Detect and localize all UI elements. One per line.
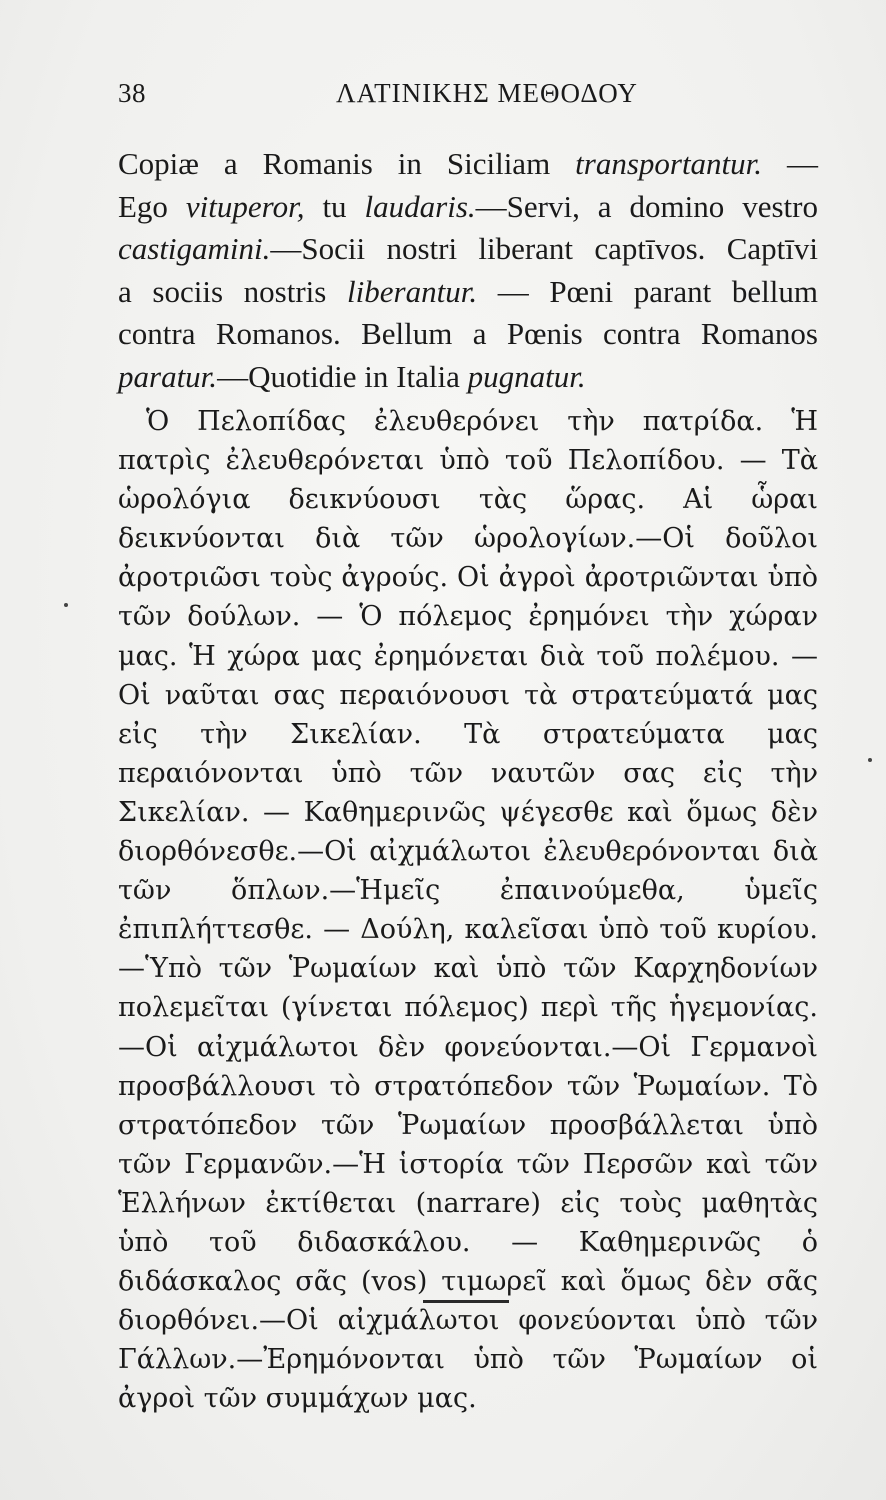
latin-line-5: contra Romanos. Bellum a Pœnis contra Romanos [118, 316, 818, 351]
latin-line-2 [118, 186, 818, 229]
latin-text: —Servi, a domino vestro [475, 188, 818, 224]
latin-text: Ego [118, 188, 186, 224]
latin-italic: laudaris. [364, 188, 476, 224]
running-head [118, 78, 768, 118]
ink-speck [64, 603, 68, 607]
latin-italic: paratur. [118, 358, 218, 394]
latin-text: —Socii nostri liberant captīvos. Captīvi [270, 231, 818, 266]
latin-italic: castigamini. [118, 231, 271, 266]
latin-text: a sociis nostris [118, 273, 348, 309]
latin-italic: pugnatur. [467, 358, 586, 394]
latin-text: — Pœni parant bellum [477, 273, 818, 309]
latin-italic: liberantur. [347, 273, 478, 309]
latin-text: — [762, 146, 819, 181]
latin-line-6 [118, 356, 818, 399]
latin-text: —Quotidie in Italia [217, 358, 468, 394]
latin-line-4 [118, 271, 818, 314]
greek-paragraph: Ὁ Πελοπίδας ἐλευθερόνει τὴν πατρίδα. Ἡ πατρὶς ἐλευθερόνεται ὑπὸ τοῦ Πελοπίδου. — Τὰ ὡρολόγια δεικνύουσι τὰς ὥρας. Αἱ ὧραι δεικνύονται διὰ τῶν ὡρολογίων.—Οἱ δοῦλοι ἀροτριῶσι τοὺς ἀγρούς. Οἱ ἀγροὶ ἀροτριῶνται ὑπὸ τῶν δούλων. — Ὁ πόλεμος ἐρημόνει τὴν χώραν μας. Ἡ χώρα μας ἐρημόνεται διὰ τοῦ πολέμου. —Οἱ ναῦται σας περαιόνουσι τὰ στρατεύματά μας εἰς τὴν Σικελίαν. Τὰ στρατεύματα μας περαιόνονται ὑπὸ τῶν ναυτῶν σας εἰς τὴν Σικελίαν. — Καθημερινῶς ψέγεσθε καὶ ὅμως δὲν διορθόνεσθε.—Οἱ αἰχμάλωτοι ἐλευθερόνονται διὰ τῶν ὅπλων.—Ἡμεῖς ἐπαινούμεθα, ὑμεῖς ἐπιπλήττεσθε. — Δούλη, καλεῖσαι ὑπὸ τοῦ κυρίου.—Ὑπὸ τῶν Ῥωμαίων καὶ ὑπὸ τῶν Καρχηδονίων πολεμεῖται (γίνεται πόλεμος) περὶ τῆς ἡγεμονίας.—Οἱ αἰχμάλωτοι δὲν φονεύονται.—Οἱ Γερμανοὶ προσβάλλουσι τὸ στρατόπεδον τῶν Ῥωμαίων. Τὸ στρατόπεδον τῶν Ῥωμαίων προσβάλλεται ὑπὸ τῶν Γερμανῶν.—Ἡ ἱστορία τῶν Περσῶν καὶ τῶν Ἑλλήνων ἐκτίθεται (narrare) εἰς τοὺς μαθητὰς ὑπὸ τοῦ διδασκάλου. — Καθημερινῶς ὁ διδάσκαλος σᾶς (vos) τιμωρεῖ καὶ ὅμως δὲν σᾶς διορθόνει.—Οἱ αἰχμάλωτοι φονεύονται ὑπὸ τῶν Γάλλων.—Ἐρημόνονται ὑπὸ τῶν Ῥωμαίων οἱ ἀγροὶ τῶν συμμάχων μας. [118, 406, 818, 1415]
latin-italic: vituperor, [185, 188, 305, 224]
latin-line-1 [118, 143, 818, 186]
latin-line-3 [118, 228, 818, 271]
latin-text: tu [304, 188, 365, 224]
exercise-text [118, 143, 818, 1418]
running-title: ΛΑΤΙΝΙΚΗΣ ΜΕΘΟΔΟΥ [336, 78, 638, 108]
ink-speck [868, 758, 872, 762]
latin-text: Copiæ a Romanis in Siciliam [118, 146, 576, 181]
page-number: 38 [118, 78, 146, 108]
latin-italic: transportantur. [575, 146, 763, 181]
end-rule [423, 1300, 509, 1303]
